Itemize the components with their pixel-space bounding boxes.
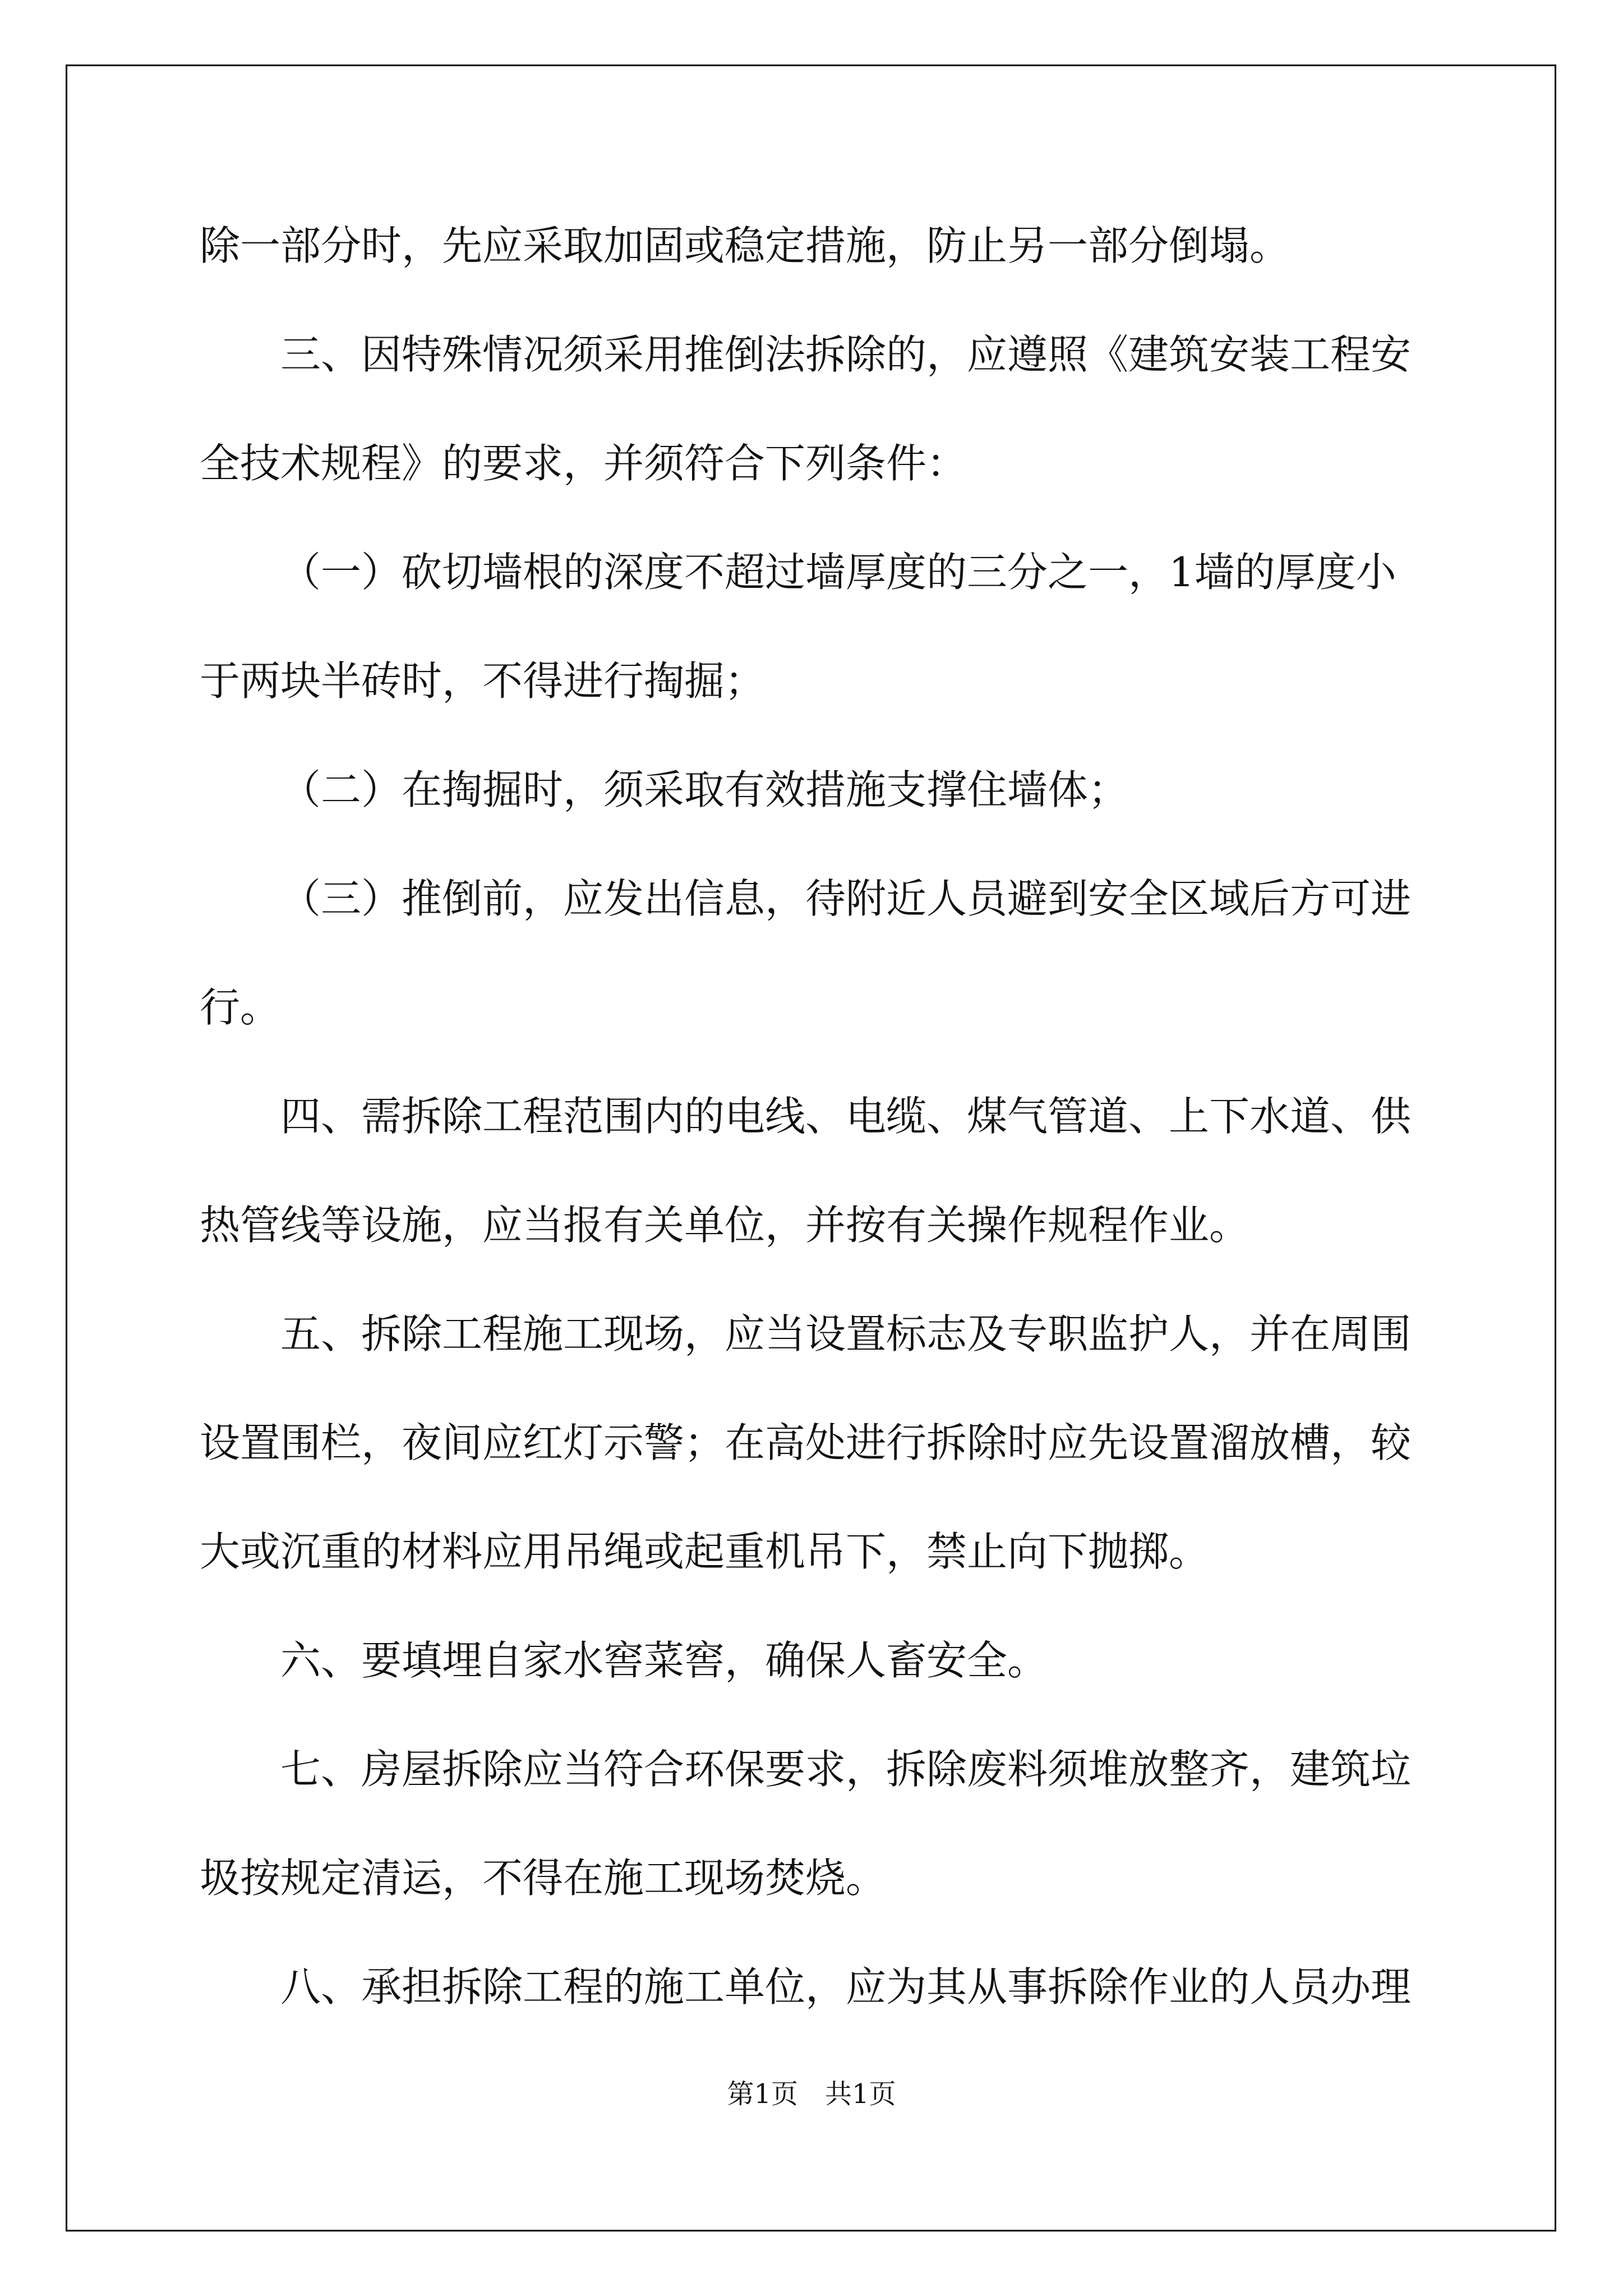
paragraph-line: 四、需拆除工程范围内的电线、电缆、煤气管道、上下水道、供 bbox=[280, 1093, 1412, 1140]
paragraph-line: 五、拆除工程施工现场，应当设置标志及专职监护人，并在周围 bbox=[280, 1310, 1412, 1358]
paragraph-line: 八、承担拆除工程的施工单位，应为其从事拆除作业的人员办理 bbox=[280, 1963, 1412, 2010]
paragraph-line: 设置围栏，夜间应红灯示警；在高处进行拆除时应先设置溜放槽，较 bbox=[200, 1419, 1412, 1466]
paragraph-line: 大或沉重的材料应用吊绳或起重机吊下，禁止向下抛掷。 bbox=[200, 1528, 1210, 1575]
paragraph-line: 行。 bbox=[200, 984, 281, 1031]
paragraph-line: 于两块半砖时，不得进行掏掘； bbox=[200, 657, 766, 705]
paragraph-line: （三）推倒前，应发出信息，待附近人员避到安全区域后方可进 bbox=[280, 875, 1412, 922]
paragraph-line: 全技术规程》的要求，并须符合下列条件： bbox=[200, 440, 967, 487]
paragraph-line: （二）在掏掘时，须采取有效措施支撑住墙体； bbox=[280, 766, 1129, 813]
paragraph-line: 三、因特殊情况须采用推倒法拆除的，应遵照《建筑安装工程安 bbox=[280, 331, 1412, 378]
page-number-footer: 第1页 共1页 bbox=[727, 2078, 896, 2110]
paragraph-line: （一）砍切墙根的深度不超过墙厚度的三分之一，1墙的厚度小 bbox=[280, 549, 1396, 596]
page-border bbox=[66, 65, 1556, 2231]
paragraph-line: 除一部分时，先应采取加固或稳定措施，防止另一部分倒塌。 bbox=[200, 222, 1290, 269]
paragraph-line: 圾按规定清运，不得在施工现场焚烧。 bbox=[200, 1855, 887, 1902]
paragraph-line: 七、房屋拆除应当符合环保要求，拆除废料须堆放整齐，建筑垃 bbox=[280, 1746, 1412, 1793]
paragraph-line: 热管线等设施，应当报有关单位，并按有关操作规程作业。 bbox=[200, 1202, 1250, 1249]
paragraph-line: 六、要填埋自家水窖菜窖，确保人畜安全。 bbox=[280, 1637, 1048, 1684]
